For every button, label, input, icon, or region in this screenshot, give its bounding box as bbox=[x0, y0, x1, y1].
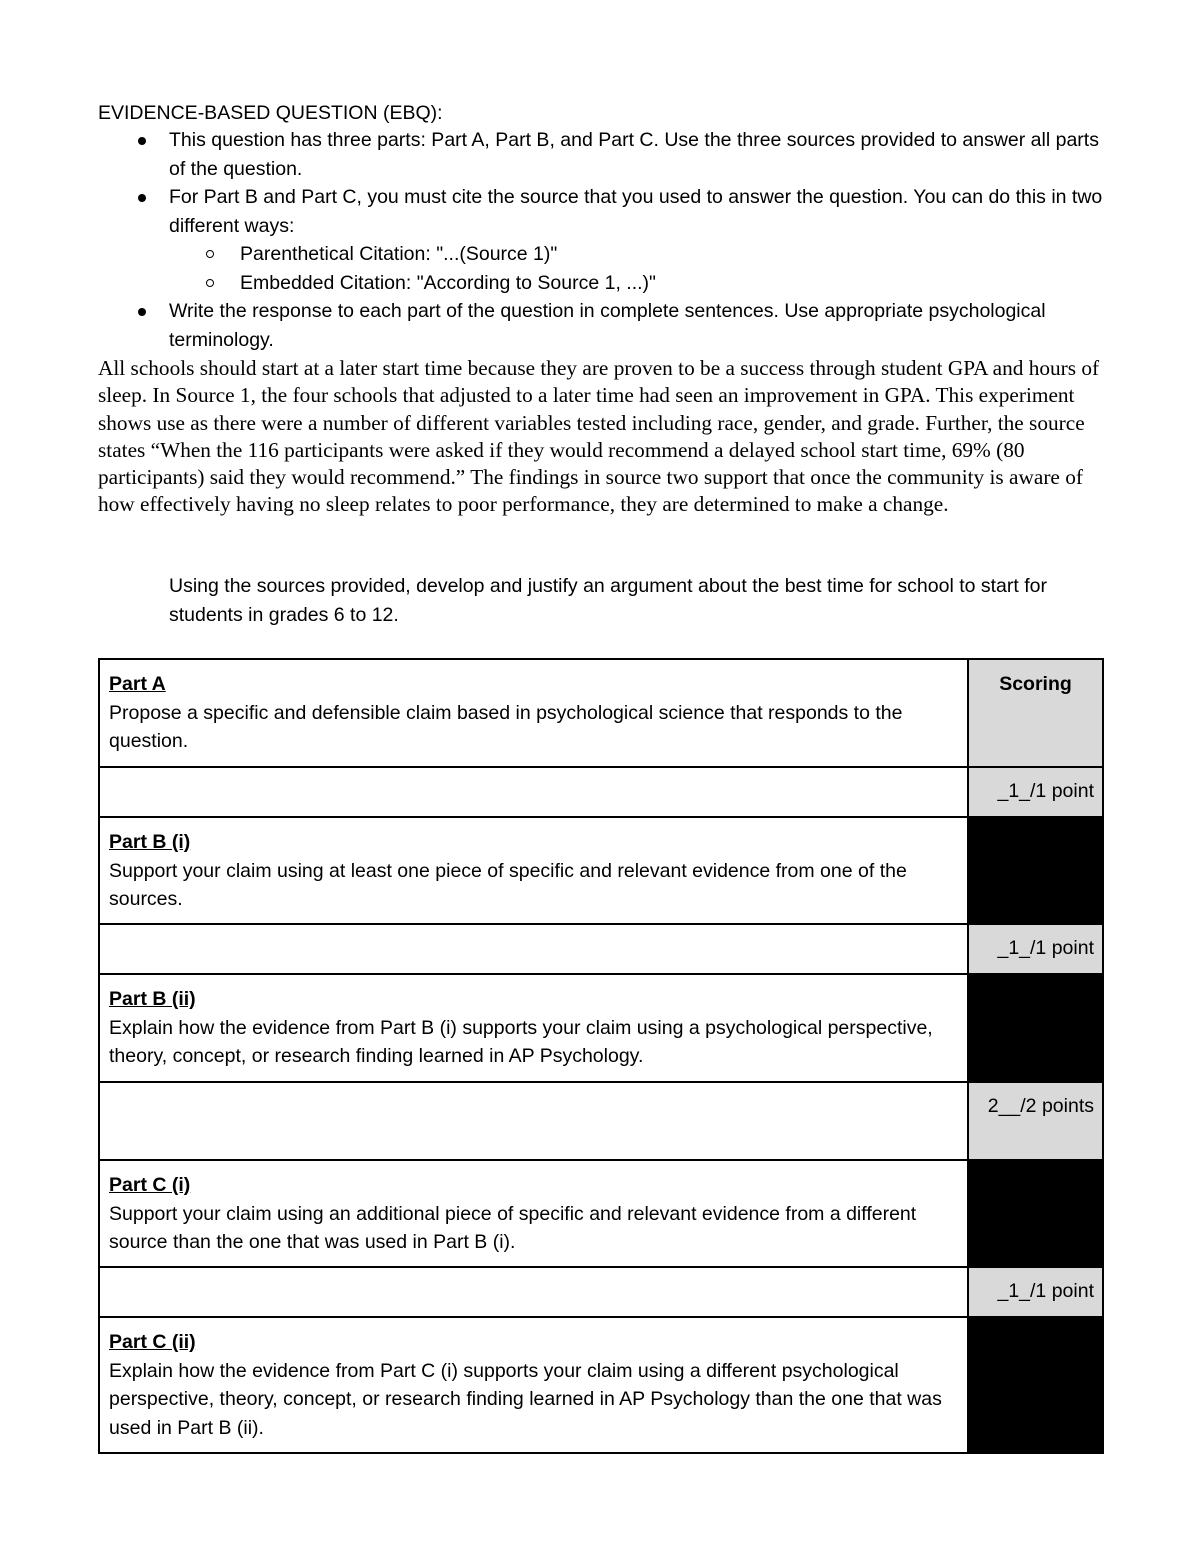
part-b-ii-cell bbox=[99, 974, 968, 1082]
citation-text: Embedded Citation: "According to Source 1, ...)" bbox=[240, 271, 656, 294]
part-a-text: Propose a specific and defensible claim based in psychological science that responds to the question. bbox=[109, 701, 903, 752]
instructions-list bbox=[98, 126, 1108, 354]
citation-item bbox=[169, 240, 1108, 269]
rubric-row-part-b-ii bbox=[99, 974, 1103, 1082]
rubric-row-part-c-ii bbox=[99, 1317, 1103, 1453]
student-response: All schools should start at a later start time because they are proven to be a success through student GPA and hours of sleep. In Source 1, the four schools that adjusted to a later time had seen an improvement in GPA. This experiment shows use as there were a number of different variables tested including race, gender, and grade. Further, the source states “When the 116 participants were asked if they would recommend a delayed school start time, 69% (80 participants) said they would recommend.” The findings in source two support that once the community is aware of how effectively having no sleep relates to poor performance, they are determined to make a change. bbox=[98, 356, 1100, 517]
question-prompt: Using the sources provided, develop and justify an argument about the best time for school to start for students in grades 6 to 12. bbox=[169, 575, 1047, 626]
instruction-item bbox=[98, 297, 1108, 354]
bullet-icon bbox=[138, 137, 146, 145]
score-cell: _1_/1 point bbox=[968, 1267, 1103, 1317]
part-c-ii-title: Part C (ii) bbox=[109, 1331, 196, 1353]
part-b-ii-title: Part B (ii) bbox=[109, 988, 196, 1010]
rubric-score-row bbox=[99, 1082, 1103, 1160]
ebq-heading: EVIDENCE-BASED QUESTION (EBQ): bbox=[98, 102, 443, 124]
part-a-cell bbox=[99, 659, 968, 767]
part-b-i-title: Part B (i) bbox=[109, 831, 191, 853]
part-c-ii-text: Explain how the evidence from Part C (i) supports your claim using a different psychological perspective, theory, concept, or research finding learned in AP Psychology than the one that was used in Part B (ii). bbox=[109, 1359, 942, 1439]
citation-item bbox=[169, 269, 1108, 298]
bullet-icon bbox=[138, 194, 146, 202]
response-cell bbox=[99, 767, 968, 817]
instruction-text: For Part B and Part C, you must cite the source that you used to answer the question. You can do this in two different ways: bbox=[169, 186, 1103, 237]
part-c-i-title: Part C (i) bbox=[109, 1174, 191, 1196]
rubric-score-row bbox=[99, 1267, 1103, 1317]
score-cell: _1_/1 point bbox=[968, 767, 1103, 817]
rubric-row-part-b-i bbox=[99, 817, 1103, 924]
part-b-i-text: Support your claim using at least one piece of specific and relevant evidence from one of the sources. bbox=[109, 859, 907, 910]
part-b-ii-text: Explain how the evidence from Part B (i) supports your claim using a psychological perspective, theory, concept, or research finding learned in AP Psychology. bbox=[109, 1016, 933, 1067]
rubric-row-part-a bbox=[99, 659, 1103, 767]
part-a-title: Part A bbox=[109, 673, 166, 695]
shaded-cell bbox=[968, 817, 1103, 924]
shaded-cell bbox=[968, 1160, 1103, 1267]
response-cell bbox=[99, 924, 968, 974]
part-c-i-cell bbox=[99, 1160, 968, 1267]
part-c-ii-cell bbox=[99, 1317, 968, 1453]
rubric-table bbox=[98, 658, 1104, 1454]
hollow-bullet-icon bbox=[206, 279, 214, 287]
instruction-text: This question has three parts: Part A, Part B, and Part C. Use the three sources provided to answer all parts of the question. bbox=[169, 129, 1099, 180]
shaded-cell bbox=[968, 1317, 1103, 1453]
hollow-bullet-icon bbox=[206, 250, 214, 258]
score-cell: 2__/2 points bbox=[968, 1082, 1103, 1160]
instruction-item bbox=[98, 126, 1108, 183]
response-cell bbox=[99, 1082, 968, 1160]
score-cell: _1_/1 point bbox=[968, 924, 1103, 974]
citation-types-list bbox=[169, 240, 1108, 297]
bullet-icon bbox=[138, 308, 146, 316]
rubric-row-part-c-i bbox=[99, 1160, 1103, 1267]
part-c-i-text: Support your claim using an additional piece of specific and relevant evidence from a different source than the one that was used in Part B (i). bbox=[109, 1202, 917, 1253]
rubric-score-row bbox=[99, 924, 1103, 974]
instruction-item bbox=[98, 183, 1108, 297]
response-cell bbox=[99, 1267, 968, 1317]
rubric-score-row bbox=[99, 767, 1103, 817]
citation-text: Parenthetical Citation: "...(Source 1)" bbox=[240, 243, 558, 265]
instruction-text: Write the response to each part of the question in complete sentences. Use appropriate psychological terminology. bbox=[169, 300, 1046, 351]
shaded-cell bbox=[968, 974, 1103, 1082]
part-b-i-cell bbox=[99, 817, 968, 924]
scoring-header: Scoring bbox=[968, 659, 1103, 767]
